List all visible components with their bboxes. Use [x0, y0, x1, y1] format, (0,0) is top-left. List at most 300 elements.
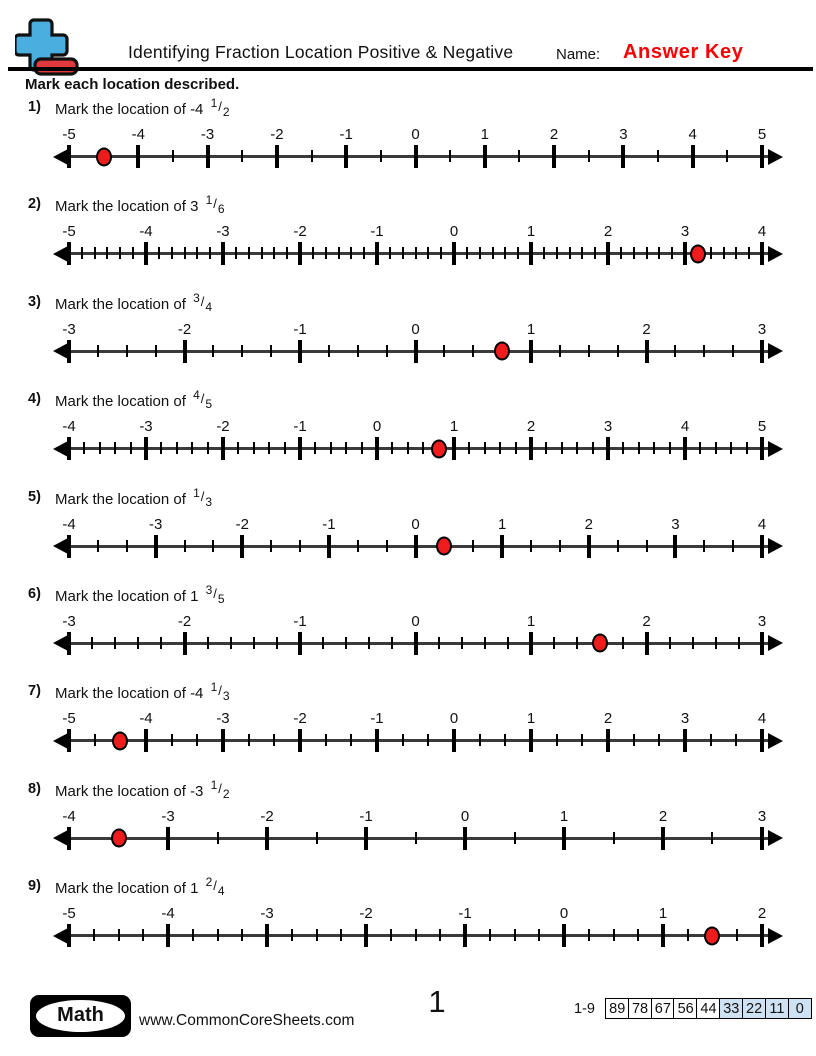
tick-minor: [155, 345, 157, 357]
tick-minor: [261, 247, 263, 259]
fraction-numerator: 1: [210, 96, 218, 110]
score-range-label: 1-9: [574, 1000, 595, 1017]
tick-label: 0: [411, 126, 420, 143]
tick-major: [183, 632, 187, 655]
problem-prompt: Mark the location of 1 $^3$/5: [55, 582, 225, 606]
problem-prompt: Mark the location of 3 $^1$/6: [55, 193, 225, 217]
tick-major: [661, 827, 665, 850]
tick-major: [673, 535, 677, 558]
problem-number: 9): [28, 878, 41, 895]
tick-minor: [438, 637, 440, 649]
problem-header: [28, 777, 794, 807]
tick-minor: [553, 637, 555, 649]
number-line-scale: [62, 125, 767, 175]
problem-header: [28, 388, 794, 417]
number-line: [55, 709, 781, 759]
problem-number: 4): [28, 391, 41, 408]
number-line: [55, 612, 781, 662]
tick-label: -4: [62, 418, 76, 436]
tick-minor: [545, 442, 547, 454]
tick-label: -2: [359, 905, 373, 923]
tick-major: [529, 242, 533, 265]
tick-minor: [83, 442, 85, 454]
problem-row: [28, 193, 794, 293]
tick-minor: [613, 832, 615, 844]
tick-minor: [368, 637, 370, 649]
tick-minor: [253, 637, 255, 649]
fraction-numerator: 2: [205, 875, 213, 890]
tick-minor: [270, 540, 272, 552]
tick-minor: [489, 929, 491, 941]
tick-label: 1: [526, 320, 536, 338]
fraction-numerator: 1: [193, 485, 200, 500]
tick-label: 1: [559, 807, 569, 825]
answer-dot[interactable]: [704, 926, 720, 945]
tick-minor: [492, 247, 494, 259]
number-line-scale: [62, 515, 767, 565]
tick-major: [67, 535, 71, 558]
tick-minor: [386, 540, 388, 552]
tick-minor: [389, 247, 391, 259]
tick-minor: [561, 442, 563, 454]
tick-major: [67, 340, 71, 363]
tick-label: 5: [757, 418, 767, 436]
problem-header: [28, 680, 794, 709]
problem-prompt: Mark the location of $^4$/5: [55, 388, 213, 412]
tick-major: [414, 340, 418, 363]
tick-major: [67, 729, 71, 752]
tick-minor: [543, 247, 545, 259]
tick-minor: [479, 247, 481, 259]
tick-major: [144, 437, 148, 460]
tick-minor: [466, 247, 468, 259]
tick-label: 2: [526, 418, 536, 436]
tick-minor: [114, 637, 116, 649]
tick-label: -3: [62, 612, 76, 630]
tick-minor: [217, 929, 219, 941]
tick-minor: [715, 637, 717, 649]
answer-dot[interactable]: [494, 342, 510, 361]
number-line-scale: [62, 709, 767, 759]
tick-minor: [617, 540, 619, 552]
tick-minor: [422, 442, 424, 454]
tick-minor: [316, 929, 318, 941]
problem-header: [28, 96, 794, 125]
tick-minor: [556, 247, 558, 259]
number-line: [55, 125, 781, 175]
tick-label: 1: [526, 223, 536, 241]
tick-minor: [732, 540, 734, 552]
tick-major: [683, 729, 687, 752]
tick-minor: [657, 150, 659, 162]
problem-header: [28, 193, 794, 222]
left-arrow-icon: [53, 928, 68, 944]
tick-major: [529, 632, 533, 655]
tick-minor: [248, 247, 250, 259]
tick-label: 0: [449, 223, 459, 241]
tick-minor: [674, 345, 676, 357]
tick-minor: [735, 247, 737, 259]
tick-minor: [184, 247, 186, 259]
tick-minor: [518, 150, 520, 162]
answer-dot[interactable]: [592, 634, 608, 653]
tick-minor: [514, 929, 516, 941]
tick-label: 3: [603, 418, 613, 436]
left-arrow-icon: [53, 343, 68, 359]
tick-minor: [97, 345, 99, 357]
number-line-scale: [62, 222, 767, 272]
score-cell: 11: [765, 998, 790, 1019]
tick-minor: [703, 345, 705, 357]
tick-minor: [176, 442, 178, 454]
right-arrow-icon: [768, 830, 783, 846]
tick-minor: [687, 929, 689, 941]
tick-minor: [576, 637, 578, 649]
tick-minor: [443, 345, 445, 357]
tick-minor: [270, 345, 272, 357]
problems-list: [28, 96, 794, 976]
tick-minor: [472, 345, 474, 357]
problem-prompt: Mark the location of $^3$/4: [55, 290, 213, 314]
tick-minor: [588, 345, 590, 357]
answer-dot[interactable]: [96, 147, 112, 166]
tick-major: [606, 242, 610, 265]
tick-major: [483, 145, 487, 168]
tick-major: [452, 437, 456, 460]
tick-major: [587, 535, 591, 558]
instructions-text: Mark each location described.: [25, 76, 240, 93]
number-line: [55, 807, 781, 857]
tick-minor: [94, 734, 96, 746]
tick-major: [452, 242, 456, 265]
fraction-denominator: 2: [222, 105, 230, 119]
tick-minor: [118, 929, 120, 941]
number-line: [55, 515, 781, 565]
tick-minor: [91, 637, 93, 649]
tick-minor: [158, 247, 160, 259]
answer-dot[interactable]: [111, 829, 127, 848]
tick-minor: [207, 442, 209, 454]
fraction-slash: /: [218, 780, 222, 796]
tick-label: 2: [603, 710, 613, 728]
tick-major: [760, 632, 764, 655]
tick-minor: [646, 540, 648, 552]
tick-label: 4: [757, 710, 767, 728]
tick-label: -1: [293, 320, 307, 338]
tick-minor: [735, 734, 737, 746]
right-arrow-icon: [768, 928, 783, 944]
tick-minor: [291, 929, 293, 941]
tick-minor: [692, 637, 694, 649]
tick-major: [645, 632, 649, 655]
tick-minor: [340, 929, 342, 941]
problem-row: [28, 290, 794, 391]
tick-minor: [106, 247, 108, 259]
tick-minor: [653, 442, 655, 454]
tick-minor: [119, 247, 121, 259]
website-link[interactable]: www.CommonCoreSheets.com: [139, 1012, 355, 1029]
tick-major: [691, 145, 695, 168]
tick-label: 4: [680, 418, 690, 436]
fraction-slash: /: [218, 683, 222, 699]
tick-major: [375, 729, 379, 752]
problem-header: [28, 875, 794, 904]
number-line-scale: [62, 807, 767, 857]
fraction-slash: /: [218, 99, 222, 114]
problem-header: [28, 485, 794, 515]
name-label: Name:: [556, 46, 601, 63]
tick-minor: [748, 247, 750, 259]
tick-minor: [504, 734, 506, 746]
tick-major: [206, 145, 210, 168]
fraction-denominator: 6: [217, 202, 225, 217]
tick-minor: [209, 247, 211, 259]
answer-dot[interactable]: [112, 731, 128, 750]
tick-minor: [160, 442, 162, 454]
score-cell: 33: [719, 998, 744, 1019]
tick-major: [452, 729, 456, 752]
tick-minor: [637, 929, 639, 941]
problem-row: [28, 680, 794, 780]
tick-major: [760, 924, 764, 947]
tick-minor: [325, 734, 327, 746]
tick-minor: [241, 345, 243, 357]
tick-major: [166, 827, 170, 850]
answer-key-text: Answer Key: [623, 41, 744, 63]
tick-major: [645, 340, 649, 363]
problem-number: 1): [28, 99, 41, 115]
tick-major: [67, 145, 71, 168]
tick-minor: [439, 929, 441, 941]
tick-minor: [484, 637, 486, 649]
tick-label: -2: [235, 515, 249, 533]
tick-major: [240, 535, 244, 558]
header-divider: [8, 67, 813, 71]
tick-major: [529, 437, 533, 460]
fraction-denominator: 5: [217, 591, 225, 606]
subject-badge: [30, 995, 131, 1037]
tick-label: 0: [559, 905, 569, 923]
left-arrow-icon: [53, 149, 68, 165]
tick-minor: [316, 832, 318, 844]
tick-minor: [415, 832, 417, 844]
tick-minor: [114, 442, 116, 454]
tick-major: [760, 535, 764, 558]
tick-major: [166, 924, 170, 947]
fraction-denominator: 3: [205, 494, 213, 509]
tick-minor: [248, 734, 250, 746]
problem-header: [28, 582, 794, 612]
tick-label: 2: [549, 126, 559, 143]
tick-minor: [592, 442, 594, 454]
tick-minor: [312, 247, 314, 259]
tick-label: -2: [293, 223, 307, 241]
tick-minor: [99, 442, 101, 454]
fraction-numerator: 1: [210, 680, 218, 695]
tick-label: -1: [359, 807, 373, 825]
tick-label: 4: [757, 223, 767, 241]
fraction-denominator: 3: [222, 689, 230, 704]
tick-label: 0: [460, 807, 470, 825]
tick-major: [344, 145, 348, 168]
tick-minor: [276, 637, 278, 649]
tick-minor: [338, 247, 340, 259]
tick-major: [298, 437, 302, 460]
tick-minor: [658, 734, 660, 746]
fraction-numerator: 1: [205, 193, 213, 208]
tick-major: [683, 242, 687, 265]
answer-dot[interactable]: [690, 244, 706, 263]
tick-minor: [380, 150, 382, 162]
fraction-numerator: 1: [210, 777, 218, 792]
number-line-scale: [62, 612, 767, 662]
problem-number: 7): [28, 683, 41, 700]
tick-label: -4: [62, 515, 76, 533]
tick-label: -3: [148, 515, 163, 533]
tick-minor: [325, 247, 327, 259]
fraction-denominator: 4: [205, 299, 213, 314]
problem-number: 2): [28, 196, 41, 213]
fraction-slash: /: [200, 293, 205, 309]
tick-minor: [504, 247, 506, 259]
tick-minor: [241, 929, 243, 941]
tick-major: [621, 145, 625, 168]
tick-major: [67, 632, 71, 655]
fraction-denominator: 2: [222, 786, 230, 801]
tick-minor: [538, 929, 540, 941]
tick-label: -2: [216, 418, 230, 436]
page-number: 1: [428, 984, 446, 1019]
tick-minor: [241, 150, 243, 162]
problem-header: [28, 290, 794, 320]
score-cell: 89: [605, 998, 630, 1019]
tick-minor: [328, 345, 330, 357]
score-table: [574, 998, 812, 1019]
tick-major: [144, 729, 148, 752]
tick-label: 1: [526, 612, 536, 630]
tick-minor: [126, 540, 128, 552]
tick-label: 2: [642, 612, 651, 630]
right-arrow-icon: [768, 441, 783, 457]
tick-minor: [569, 247, 571, 259]
tick-minor: [723, 247, 725, 259]
tick-minor: [345, 442, 347, 454]
tick-label: 0: [411, 320, 420, 338]
tick-major: [221, 242, 225, 265]
tick-minor: [171, 247, 173, 259]
tick-label: -3: [139, 418, 153, 436]
tick-label: -4: [131, 126, 145, 143]
tick-minor: [646, 247, 648, 259]
tick-minor: [427, 247, 429, 259]
tick-minor: [196, 247, 198, 259]
tick-major: [67, 924, 71, 947]
tick-major: [67, 242, 71, 265]
tick-minor: [350, 734, 352, 746]
right-arrow-icon: [768, 149, 783, 165]
tick-major: [154, 535, 158, 558]
tick-minor: [390, 929, 392, 941]
answer-dot[interactable]: [431, 439, 447, 458]
tick-label: -1: [458, 905, 472, 923]
tick-major: [529, 340, 533, 363]
tick-label: 2: [584, 515, 593, 533]
tick-label: 3: [757, 807, 767, 825]
tick-minor: [499, 442, 501, 454]
tick-minor: [671, 247, 673, 259]
problem-row: [28, 777, 794, 878]
tick-major: [67, 437, 71, 460]
tick-minor: [126, 345, 128, 357]
tick-label: -3: [161, 807, 175, 825]
tick-minor: [192, 929, 194, 941]
tick-minor: [363, 247, 365, 259]
tick-minor: [581, 734, 583, 746]
fraction-slash: /: [213, 196, 217, 212]
tick-major: [375, 437, 379, 460]
tick-minor: [440, 247, 442, 259]
fraction-slash: /: [213, 878, 217, 894]
tick-label: -3: [260, 905, 274, 923]
tick-minor: [581, 247, 583, 259]
tick-major: [67, 827, 71, 850]
tick-minor: [479, 734, 481, 746]
problem-number: 3): [28, 293, 41, 310]
right-arrow-icon: [768, 538, 783, 554]
tick-label: -4: [62, 807, 76, 825]
tick-minor: [253, 442, 255, 454]
tick-label: 3: [680, 710, 690, 728]
answer-dot[interactable]: [436, 537, 452, 556]
tick-minor: [633, 247, 635, 259]
problem-number: 8): [28, 780, 41, 797]
score-cell: 56: [673, 998, 698, 1019]
tick-major: [760, 242, 764, 265]
tick-minor: [357, 345, 359, 357]
tick-minor: [576, 442, 578, 454]
tick-minor: [736, 929, 738, 941]
tick-label: 5: [757, 126, 767, 143]
tick-minor: [311, 150, 313, 162]
tick-minor: [530, 540, 532, 552]
right-arrow-icon: [768, 246, 783, 262]
tick-label: -2: [177, 320, 192, 338]
tick-label: 1: [480, 126, 489, 143]
tick-major: [760, 729, 764, 752]
tick-minor: [142, 929, 144, 941]
fraction-numerator: 4: [193, 388, 200, 403]
tick-major: [375, 242, 379, 265]
tick-major: [144, 242, 148, 265]
tick-minor: [415, 929, 417, 941]
tick-minor: [715, 442, 717, 454]
tick-label: 0: [372, 418, 382, 436]
problem-row: [28, 582, 794, 683]
tick-major: [562, 924, 566, 947]
tick-label: 2: [642, 320, 651, 338]
tick-label: -1: [322, 515, 336, 533]
number-line-scale: [62, 417, 767, 467]
fraction-denominator: 4: [217, 884, 225, 899]
tick-minor: [350, 247, 352, 259]
score-cell: 44: [696, 998, 721, 1019]
fraction-slash: /: [213, 585, 217, 601]
number-line: [55, 904, 781, 954]
tick-minor: [461, 637, 463, 649]
problem-prompt: Mark the location of -4 $^1$/3: [55, 680, 230, 704]
tick-minor: [237, 442, 239, 454]
tick-label: -4: [139, 710, 153, 728]
